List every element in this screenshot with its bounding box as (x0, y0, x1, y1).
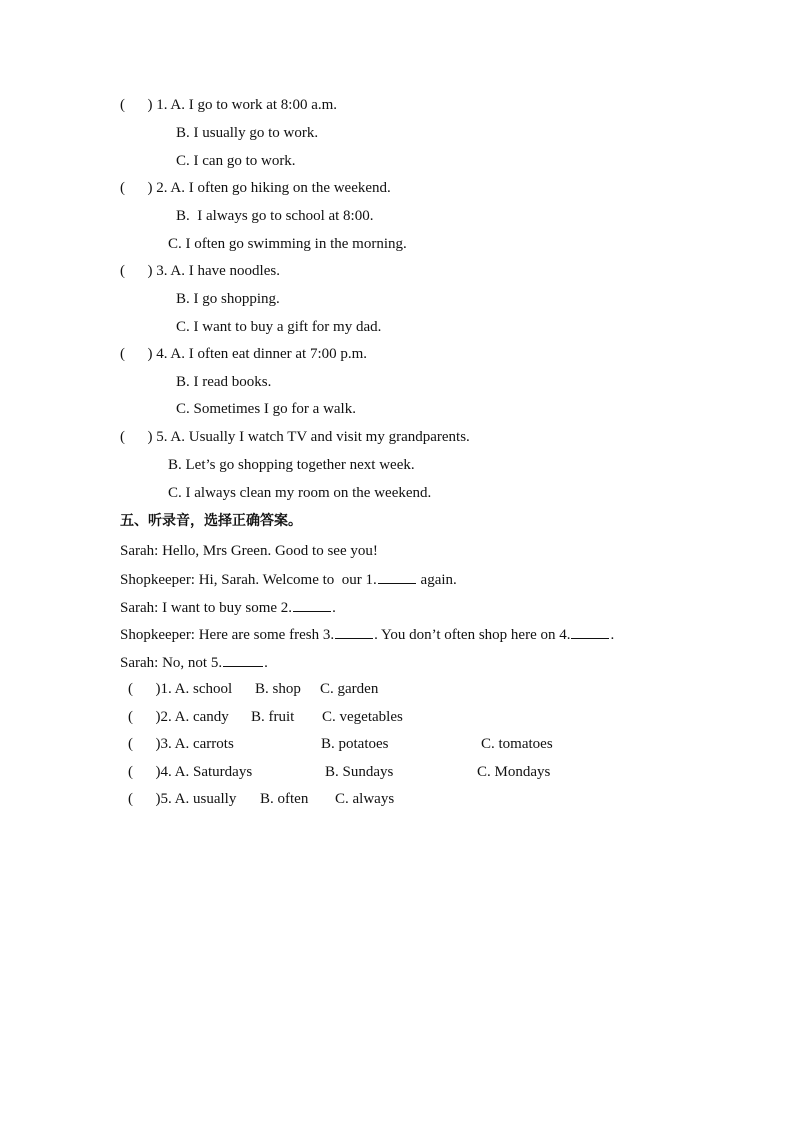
q4-option-c: C. Sometimes I go for a walk. (176, 401, 356, 417)
listen-q1-option-c: C. garden (320, 681, 379, 697)
q4-stem: ( ) 4. A. I often eat dinner at 7:00 p.m. (120, 346, 368, 362)
q4-option-b: B. I read books. (176, 374, 272, 390)
dialogue-text: . (264, 655, 268, 671)
dialogue-text: . (332, 600, 336, 616)
listen-q2-option-a: ( )2. A. candy (128, 709, 229, 725)
dialogue-text: Shopkeeper: Hi, Sarah. Welcome to our 1. (120, 572, 377, 588)
q1-option-c: C. I can go to work. (176, 153, 296, 169)
section-heading: 五、听录音，选择正确答案。 (120, 513, 302, 529)
listen-q5-option-b: B. often (260, 791, 309, 807)
q5-option-b: B. Let’s go shopping together next week. (168, 457, 415, 473)
dialogue-text: . (610, 627, 615, 643)
listen-q4-option-c: C. Mondays (477, 764, 551, 780)
q3-stem: ( ) 3. A. I have noodles. (120, 263, 280, 279)
q3-option-b: B. I go shopping. (176, 291, 280, 307)
dialogue-line-5 (120, 652, 268, 673)
dialogue-line-4 (120, 624, 614, 645)
listen-q3-option-a: ( )3. A. carrots (128, 736, 234, 752)
listen-q2-option-b: B. fruit (251, 709, 295, 725)
q2-option-c: C. I often go swimming in the morning. (168, 236, 407, 252)
answer-blank-2[interactable] (293, 597, 331, 612)
dialogue-text: Sarah: I want to buy some 2. (120, 600, 293, 616)
q3-option-c: C. I want to buy a gift for my dad. (176, 319, 382, 335)
listen-q4-option-a: ( )4. A. Saturdays (128, 764, 253, 780)
answer-blank-3[interactable] (335, 624, 373, 639)
q2-stem: ( ) 2. A. I often go hiking on the weekend. (120, 180, 391, 196)
q2-option-b: B. I always go to school at 8:00. (176, 208, 374, 224)
answer-blank-1[interactable] (378, 569, 416, 584)
listen-q5-option-c: C. always (335, 791, 395, 807)
dialogue-text: Sarah: No, not 5. (120, 655, 223, 671)
dialogue-text: again. (416, 572, 457, 588)
q1-stem: ( ) 1. A. I go to work at 8:00 a.m. (120, 97, 338, 113)
listen-q2-option-c: C. vegetables (322, 709, 403, 725)
dialogue-line-1: Sarah: Hello, Mrs Green. Good to see you! (120, 543, 378, 559)
answer-blank-5[interactable] (223, 652, 263, 667)
q5-option-c: C. I always clean my room on the weekend. (168, 485, 432, 501)
listen-q3-option-c: C. tomatoes (481, 736, 553, 752)
listen-q1-option-a: ( )1. A. school (128, 681, 233, 697)
listen-q1-option-b: B. shop (255, 681, 301, 697)
q1-option-b: B. I usually go to work. (176, 125, 319, 141)
answer-blank-4[interactable] (571, 624, 609, 639)
listen-q4-option-b: B. Sundays (325, 764, 394, 780)
listen-q5-option-a: ( )5. A. usually (128, 791, 237, 807)
dialogue-text: . You don’t often shop here on 4. (374, 627, 571, 643)
q5-stem: ( ) 5. A. Usually I watch TV and visit my grandparents. (120, 429, 470, 445)
listen-q3-option-b: B. potatoes (321, 736, 389, 752)
dialogue-line-3 (120, 597, 336, 618)
dialogue-text: Shopkeeper: Here are some fresh 3. (120, 627, 335, 643)
dialogue-line-2 (120, 569, 457, 590)
